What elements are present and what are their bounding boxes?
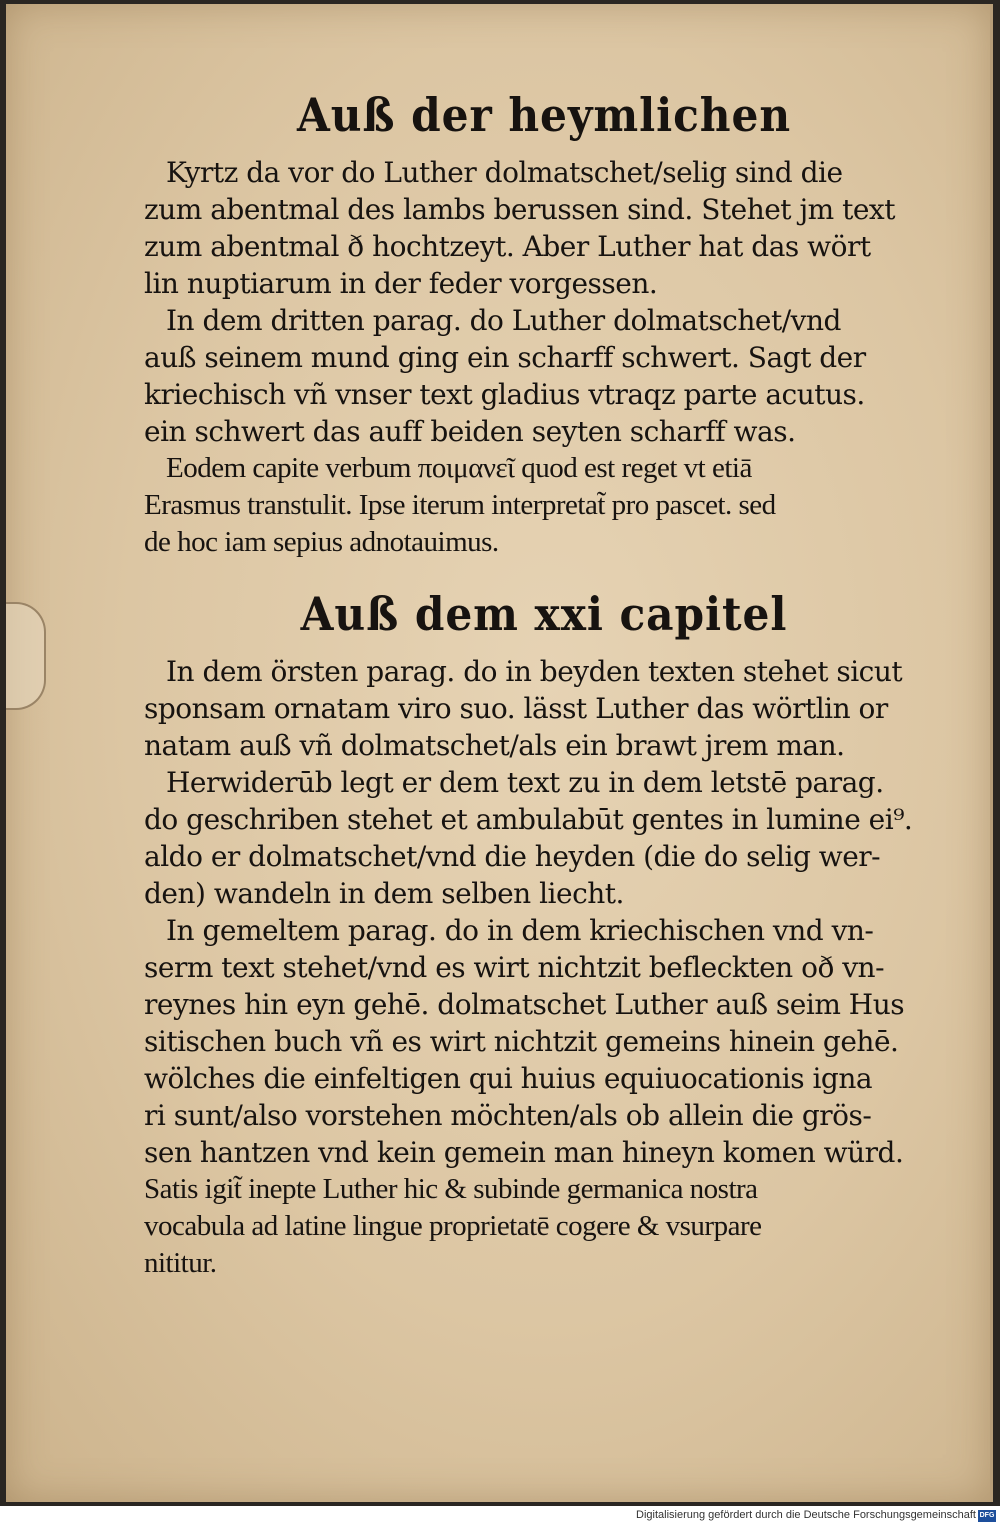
text-line: vocabula ad latine lingue proprietatē cogere & vsurpare [144, 1210, 762, 1242]
text-line: nititur. [144, 1247, 217, 1279]
text-line: kriechisch vñ vnser text gladius vtraqz parte acutus. [144, 378, 865, 411]
heading-2: Auß dem xxi capitel [300, 587, 788, 641]
text-line: zum abentmal des lambs berussen sind. Stehet jm text [144, 193, 895, 226]
text-line: serm text stehet/vnd es wirt nichtzit befleckten oð vn- [144, 951, 885, 984]
text-line: Eodem capite verbum ποιμανεῖ quod est reget vt etiā [166, 452, 752, 484]
text-line: sponsam ornatam viro suo. lässt Luther das wörtlin or [144, 692, 888, 725]
text-line: ein schwert das auff beiden seyten scharff was. [144, 415, 796, 448]
text-line: natam auß vñ dolmatschet/als ein brawt jrem man. [144, 729, 845, 762]
section-2 [144, 653, 944, 1282]
text-line: zum abentmal ð hochtzeyt. Aber Luther hat das wört [144, 230, 871, 263]
text-line: Erasmus transtulit. Ipse iterum interpretat̃ pro pascet. sed [144, 489, 776, 521]
text-line: In dem örsten parag. do in beyden texten stehet sicut [166, 655, 903, 688]
text-line: Satis igit̃ inepte Luther hic & subinde germanica nostra [144, 1173, 758, 1205]
text-line: In gemeltem parag. do in dem kriechischen vnd vn- [166, 914, 874, 947]
footer-bar [0, 1506, 1000, 1527]
text-line: Kyrtz da vor do Luther dolmatschet/selig sind die [166, 156, 843, 189]
text-line: Herwiderūb legt er dem text zu in dem letstē parag. [166, 766, 884, 799]
footer-credit: Digitalisierung gefördert durch die Deutsche Forschungsgemeinschaft [636, 1509, 976, 1521]
dfg-logo-icon: DFG [978, 1510, 996, 1522]
text-line: lin nuptiarum in der feder vorgessen. [144, 267, 658, 300]
text-line: In dem dritten parag. do Luther dolmatschet/vnd [166, 304, 841, 337]
text-line: aldo er dolmatschet/vnd die heyden (die do selig wer- [144, 840, 881, 873]
text-line: do geschriben stehet et ambulabūt gentes in lumine ei⁹. [144, 803, 913, 836]
text-line: sen hantzen vnd kein gemein man hineyn komen würd. [144, 1136, 904, 1169]
section-1 [144, 154, 944, 561]
text-line: ri sunt/also vorstehen möchten/als ob allein die grös- [144, 1099, 872, 1132]
page-clip-mark [6, 602, 46, 710]
book-page [6, 4, 993, 1502]
heading-1: Auß der heymlichen [296, 88, 792, 142]
text-line: auß seinem mund ging ein scharff schwert. Sagt der [144, 341, 866, 374]
text-line: de hoc iam sepius adnotauimus. [144, 526, 499, 558]
page-text [144, 76, 944, 1282]
text-line: sitischen buch vñ es wirt nichtzit gemeins hinein gehē. [144, 1025, 899, 1058]
text-line: den) wandeln in dem selben liecht. [144, 877, 624, 910]
text-line: reynes hin eyn gehē. dolmatschet Luther auß seim Hus [144, 988, 905, 1021]
text-line: wölches die einfeltigen qui huius equiuocationis igna [144, 1062, 873, 1095]
